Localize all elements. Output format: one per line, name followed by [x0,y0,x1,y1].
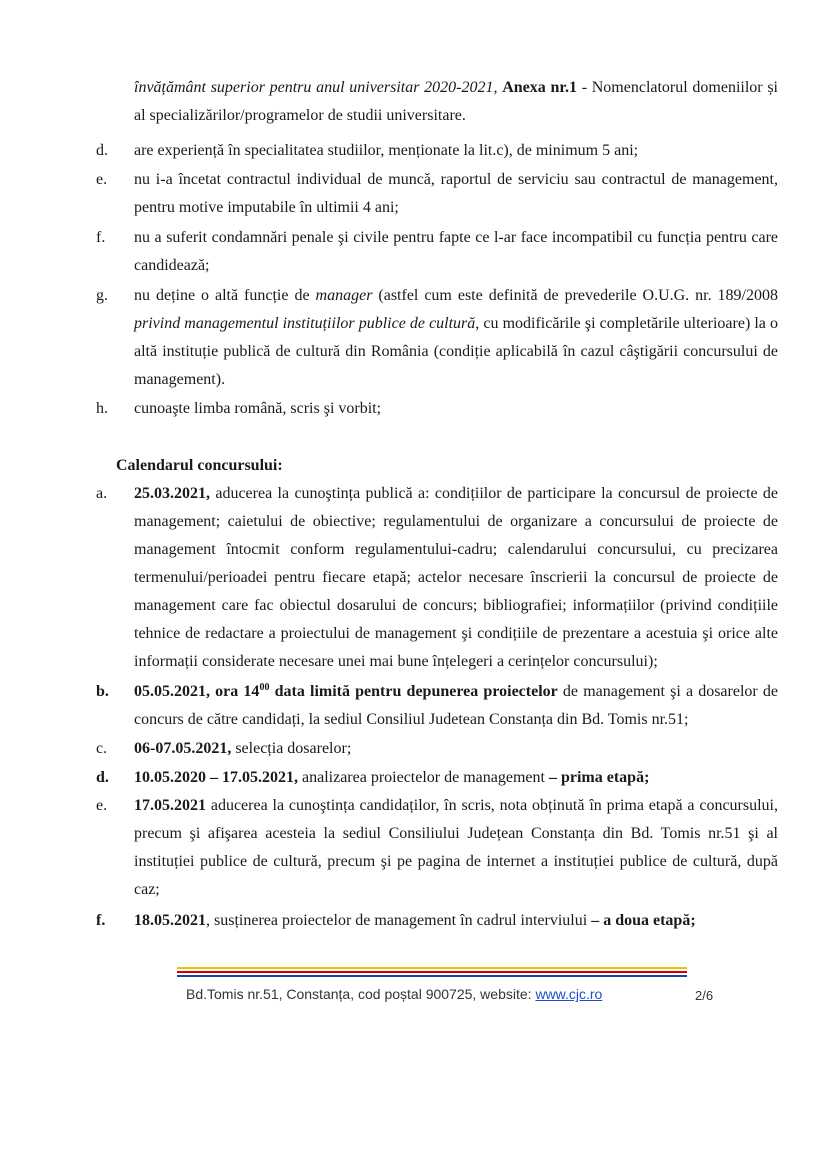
calendar-date: 05.05.2021, ora 14 [134,683,260,700]
list-marker: h. [96,400,108,417]
calendar-text: de management şi a dosarelor de concurs de către candidați, la sediul Consiliul Judetean Constanța din Bd. Tomis nr.51; [134,683,779,728]
calendar-item-f [96,907,778,935]
calendar-date: 10.05.2020 – 17.05.2021, [134,769,298,786]
condition-text: nu a suferit condamnări penale şi civile pentru fapte ce l-ar face incompatibil cu funcția pentru care candidează; [134,229,778,274]
list-marker: a. [96,485,108,502]
calendar-item-a [96,480,778,676]
italic-title: privind managementul instituțiilor publice de cultură [134,315,476,332]
footer-line-yellow [177,967,687,969]
stage-label: – prima etapă; [548,769,650,786]
condition-item-d [96,137,778,165]
calendar-date: 18.05.2021 [134,912,206,929]
condition-text: are experiență în specialitatea studiilor, menționate la lit.c), de minimum 5 ani; [134,142,639,159]
calendar-item-d [96,764,778,792]
footer-line-blue [177,975,687,977]
page-number: 2/6 [695,988,714,1003]
calendar-text: aducerea la cunoştința candidaților, în scris, nota obținută în prima etapă a concursului, precum şi afişarea acesteia la sediul Consiliului Județean Constanța din Bd. Tomis nr.51 şi al instituției publice de cultură, precum şi pe pagina de internet a instituției publice de cultură, după caz; [134,797,778,898]
calendar-text: analizarea proiectelor de management [298,769,549,786]
calendar-date: 17.05.2021 [134,797,206,814]
italic-text: învățământ superior pentru anul universitar 2020-2021, [134,79,498,96]
footer-address [186,986,602,1002]
website-link[interactable]: www.cjc.ro [535,986,603,1002]
condition-text: nu i-a încetat contractul individual de muncă, raportul de serviciu sau contractul de management, pentru motive imputabile în ultimii 4 ani; [134,171,778,216]
calendar-text: aducerea la cunoştința publică a: condițiilor de participare la concursul de proiecte de management; caietului de obiective; regulamentului de organizare a concursului de proiecte de management întocmit conform regulamentului-cadru; calendarului concursului, cu precizarea termenului/perioadei pentru fiecare etapă; actelor necesare înscrierii la concursul de proiecte de management care fac obiectul dosarului de concurs; bibliografiei; informațiilor (privind condițiile tehnice de redactare a proiectului de management şi condițiile de prezentare a acestuia şi orice alte informații considerate necesare unei mai bune înțelegeri a cerințelor concursului); [134,485,778,670]
list-marker: b. [96,683,109,700]
calendar-text: selecția dosarelor; [231,740,352,757]
annex-reference: Anexa nr.1 [502,79,577,96]
list-marker: e. [96,171,108,188]
list-marker: f. [96,912,106,929]
footer-line-red [177,971,687,973]
condition-item-g [96,282,779,394]
condition-text: cunoaşte limba română, scris şi vorbit; [134,400,382,417]
condition-item-e [96,166,778,222]
continuation-paragraph [134,74,778,130]
list-marker: d. [96,142,108,159]
calendar-item-c [96,735,778,763]
address-text: Bd.Tomis nr.51, Constanța, cod poștal 900725, website: [186,986,536,1002]
condition-text: nu deține o altă funcție de [134,287,316,304]
calendar-heading: Calendarul concursului: [116,457,283,474]
calendar-date: 25.03.2021, [134,485,210,502]
calendar-item-b [96,678,779,734]
paragraph-text: - Nomenclatorul domeniilor și al specializărilor/programelor de studii universitare. [134,79,778,124]
footer-tricolor-lines [177,967,687,979]
italic-term: manager [315,287,373,304]
list-marker: c. [96,740,108,757]
calendar-item-e [96,792,778,904]
stage-label: – a doua etapă; [591,912,696,929]
deadline-label: data limită pentru depunerea proiectelor [269,683,558,700]
list-marker: e. [96,797,108,814]
condition-item-h [96,395,778,423]
time-superscript: 00 [259,682,270,693]
condition-item-f [96,224,778,280]
condition-text: (astfel cum este definită de prevederile O.U.G. nr. 189/2008 [372,287,779,304]
condition-text: , cu modificările şi completările ulterioare) la o altă instituție publică de cultură din România (condiție aplicabilă în cazul câştigării concursului de management). [134,315,779,388]
calendar-date: 06-07.05.2021, [134,740,232,757]
list-marker: g. [96,287,108,304]
calendar-text: , susținerea proiectelor de management în cadrul interviului [206,912,592,929]
list-marker: f. [96,229,106,246]
list-marker: d. [96,769,109,786]
